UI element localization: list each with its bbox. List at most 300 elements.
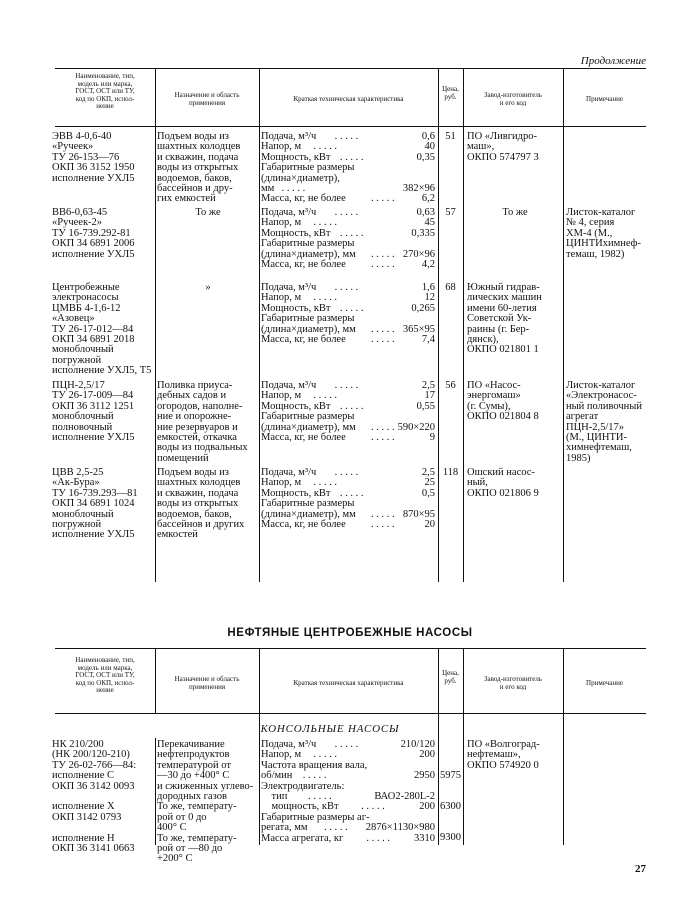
- text-line: маш»,: [467, 141, 495, 153]
- header-line: Завод-изготовитель: [483, 675, 543, 683]
- section-title: НЕФТЯНЫЕ ЦЕНТРОБЕЖНЫЕ НАСОСЫ: [227, 627, 473, 639]
- spec-value: 590×220: [395, 423, 435, 433]
- header-line: код по ОКП, испол-: [75, 678, 135, 687]
- text-line: воды из открытых: [157, 498, 239, 510]
- leader-dots: . . . . .: [308, 790, 332, 802]
- header-line: модель или марка,: [77, 79, 133, 88]
- header-line: ГОСТ, ОСТ или ТУ,: [75, 87, 135, 95]
- text-line: воды из подвальных: [157, 442, 248, 454]
- spec-label: Подача, м³/ч: [261, 282, 317, 293]
- text-line: моноблочный: [52, 411, 114, 423]
- header-line: Цена,: [442, 669, 459, 677]
- spec-label: Масса, кг, не более: [261, 431, 346, 443]
- page-number: 27: [635, 863, 646, 875]
- spec-label: Масса, кг, не более: [261, 258, 346, 270]
- text-line: ОКП 36 3152 1950: [52, 162, 135, 174]
- text-line: ЦВВ 2,5-25: [52, 467, 104, 478]
- spec-value: 210/120: [398, 740, 435, 750]
- spec-row: [261, 520, 435, 530]
- spec-label: Мощность, кВт: [261, 227, 331, 239]
- text-line: помещений: [157, 452, 209, 464]
- text-line: погружной: [52, 519, 102, 531]
- spec-label: Напор, м: [261, 390, 302, 402]
- table1-header-border: [55, 126, 646, 127]
- text-line: погружной: [52, 354, 102, 366]
- spec-value: 2,5: [419, 381, 435, 391]
- header-line: Наименование, тип,: [75, 656, 135, 664]
- spec-label: Габаритные размеры: [261, 498, 355, 510]
- text-line: Листок-каталог: [566, 207, 636, 218]
- text-line: 1985): [566, 452, 591, 464]
- spec-value: 0,35: [414, 153, 435, 163]
- header-line: нение: [96, 102, 114, 110]
- header-line: Завод-изготовитель: [483, 91, 543, 99]
- spec-value: 200: [416, 750, 435, 760]
- spec-label: Подача, м³/ч: [261, 131, 317, 142]
- row-name: [52, 468, 154, 541]
- text-line: —30 до +400° С: [157, 770, 230, 782]
- table1-top-border: [55, 68, 646, 69]
- text-line: ный поливочный: [566, 400, 642, 412]
- row-notes: [566, 208, 648, 260]
- text-line: исполнение УХЛ5: [52, 432, 135, 444]
- text-line: темаш, 1982): [566, 248, 625, 260]
- leader-dots: . . . . .: [371, 508, 395, 520]
- text-line: ТУ 16-739.293—81: [52, 487, 138, 499]
- spec-label: Напор, м: [261, 292, 302, 304]
- leader-dots: . . . . .: [339, 400, 364, 412]
- leader-dots: . . . . .: [371, 248, 395, 260]
- text-line: Ошский насос-: [467, 467, 535, 478]
- text-line: ОКПО 574920 0: [467, 759, 539, 771]
- leader-dots: . . . . .: [371, 421, 395, 433]
- leader-dots: . . . . .: [334, 207, 359, 218]
- text-line: исполнение С: [52, 770, 115, 782]
- spec-label: (длина×диаметр), мм: [261, 323, 356, 335]
- text-line: ВВ6-0,63-45: [52, 207, 108, 218]
- spec-row: [261, 834, 435, 844]
- text-line: ТУ 26-02-766—84:: [52, 759, 137, 771]
- spec-value: 12: [422, 293, 436, 303]
- text-line: ХМ-4 (М.,: [566, 227, 613, 239]
- spec-value: 9: [427, 433, 435, 443]
- text-line: Центробежные: [52, 282, 120, 293]
- text-line: ТУ 26-153—76: [52, 151, 120, 163]
- leader-dots: . . . . .: [334, 131, 359, 142]
- leader-dots: . . . . .: [313, 217, 338, 229]
- text-line: (г. Сумы),: [467, 400, 511, 412]
- spec-value: 0,6: [419, 132, 435, 142]
- spec-label: Габаритные размеры: [261, 162, 355, 174]
- spec-value: 40: [422, 142, 436, 152]
- text-line: исполнение УХЛ5: [52, 172, 135, 184]
- header-line: Назначение и область: [174, 675, 240, 683]
- text-line: воды из открытых: [157, 162, 239, 174]
- leader-dots: . . . . .: [324, 822, 348, 834]
- header2-name: [55, 657, 155, 695]
- row-name: [52, 381, 154, 443]
- row-name: [52, 132, 154, 184]
- leader-dots: . . . . .: [334, 739, 359, 750]
- row-purpose: [157, 740, 259, 865]
- header2-price: [438, 670, 463, 685]
- row-price: 51: [445, 131, 456, 142]
- row-manufacturer: [467, 283, 563, 356]
- text-line: и сжиженных углево-: [157, 780, 254, 792]
- header-line: модель или марка,: [77, 663, 133, 672]
- leader-dots: . . . . .: [281, 182, 306, 194]
- leader-dots: . . . . .: [366, 832, 391, 844]
- column-divider: [259, 738, 260, 845]
- text-line: ТУ 16-739.292-81: [52, 227, 131, 239]
- header-line: и его код: [499, 98, 527, 107]
- spec-value: 2876×1130×980: [363, 823, 435, 833]
- leader-dots: . . . . .: [334, 467, 359, 478]
- text-line: раины (г. Бер-: [467, 323, 530, 335]
- leader-dots: . . . . .: [339, 227, 364, 239]
- spec-label: (длина×диаметр), мм: [261, 508, 356, 520]
- text-line: ОКП 34 6891 2006: [52, 238, 135, 250]
- column-divider: [155, 738, 156, 845]
- continuation-label: Продолжение: [580, 55, 646, 67]
- text-line: (НК 200/120-210): [52, 749, 130, 761]
- text-line: (М., ЦИНТИ-: [566, 432, 627, 444]
- text-line: электронасосы: [52, 292, 119, 304]
- column-divider: [563, 68, 564, 582]
- text-line: химнефтемаш,: [566, 442, 632, 454]
- column-divider: [438, 68, 439, 582]
- spec-label: Частота вращения вала,: [261, 759, 368, 771]
- leader-dots: . . . . .: [371, 258, 395, 270]
- leader-dots: . . . . .: [339, 302, 364, 314]
- text-line: бассейнов и других: [157, 519, 245, 531]
- header-line: Назначение и область: [174, 91, 240, 99]
- leader-dots: . . . . .: [371, 431, 395, 443]
- row-notes: [566, 381, 648, 464]
- spec-label: Напор, м: [261, 141, 302, 153]
- spec-value: 365×95: [400, 325, 435, 335]
- leader-dots: . . . . .: [302, 770, 327, 782]
- spec-value: 4,2: [419, 260, 435, 270]
- text-line: моноблочный: [52, 508, 114, 520]
- text-line: исполнение Х: [52, 801, 115, 813]
- header-price: [438, 86, 463, 101]
- text-line: огородов, наполне-: [157, 400, 243, 412]
- text-line: ПЦН-2,5/17: [52, 380, 105, 391]
- header-line: применения: [188, 98, 226, 107]
- column-divider: [155, 68, 156, 582]
- table2-top-border: [55, 648, 646, 649]
- row-specs: [261, 381, 435, 443]
- spec-value: 382×96: [400, 184, 435, 194]
- spec-value: 45: [422, 218, 436, 228]
- spec-label: (длина×диаметр), мм: [261, 421, 356, 433]
- spec-value: 0,5: [419, 489, 435, 499]
- header-line: руб.: [444, 92, 457, 101]
- column-divider: [463, 738, 464, 845]
- spec-value: 0,55: [414, 402, 435, 412]
- spec-label: мощность, кВт: [261, 801, 339, 813]
- row-specs: [261, 132, 435, 205]
- text-line: имени 60-летия: [467, 302, 537, 314]
- text-line: емкостей: [157, 529, 198, 541]
- text-line: ПО «Насос-: [467, 380, 521, 391]
- spec-row: [261, 194, 435, 204]
- row-price: 56: [445, 380, 456, 391]
- text-line: водоемов, баков,: [157, 172, 232, 184]
- text-line: Подъем воды из: [157, 467, 229, 478]
- header-line: и его код: [499, 682, 527, 691]
- spec-label: Мощность, кВт: [261, 487, 331, 499]
- text-line: ОКПО 021806 9: [467, 487, 539, 499]
- spec-label: Подача, м³/ч: [261, 380, 317, 391]
- row-purpose: [157, 208, 259, 218]
- text-line: ЭВВ 4-0,6-40: [52, 131, 112, 142]
- text-line: рой от —80 до: [157, 843, 223, 855]
- header-line: нение: [96, 686, 114, 694]
- text-line: полновочный: [52, 421, 113, 433]
- spec-value: 0,63: [414, 208, 435, 218]
- spec-label: Мощность, кВт: [261, 302, 331, 314]
- leader-dots: . . . . .: [339, 151, 364, 163]
- spec-value: 3310: [411, 834, 435, 844]
- leader-dots: . . . . .: [334, 282, 359, 293]
- spec-label: (длина×диаметр), мм: [261, 248, 356, 260]
- spec-row: [261, 335, 435, 345]
- row-price: 5975: [440, 770, 461, 781]
- text-line: ОКП 34 6891 2018: [52, 334, 135, 346]
- row-manufacturer: [467, 132, 563, 163]
- spec-label: Напор, м: [261, 477, 302, 489]
- text-line: водоемов, баков,: [157, 508, 232, 520]
- text-line: «Ак-Бура»: [52, 477, 100, 489]
- spec-row: [261, 433, 435, 443]
- leader-dots: . . . . .: [313, 292, 338, 304]
- row-price: 9300: [440, 832, 461, 843]
- leader-dots: . . . . .: [339, 487, 364, 499]
- spec-value: 20: [422, 520, 436, 530]
- leader-dots: . . . . .: [313, 749, 338, 761]
- row-price: 6300: [440, 801, 461, 812]
- leader-dots: . . . . .: [371, 193, 395, 205]
- text-line: ТУ 26-17-009—84: [52, 390, 134, 402]
- header-line: руб.: [444, 676, 457, 685]
- text-line: ЦМВБ 4-1,6-12: [52, 302, 121, 314]
- text-line: НК 210/200: [52, 739, 104, 750]
- leader-dots: . . . . .: [313, 390, 338, 402]
- text-line: энергомаш»: [467, 390, 521, 402]
- text-line: ПО «Ливгидро-: [467, 131, 538, 142]
- text-line: дебных садов и: [157, 390, 227, 402]
- text-line: То же, температу-: [157, 832, 237, 844]
- text-line: «Азовец»: [52, 313, 95, 325]
- text-line: № 4, серия: [566, 217, 615, 229]
- spec-label: Габаритные размеры: [261, 238, 355, 250]
- text-line: Перекачивание: [157, 739, 225, 750]
- spec-value: 25: [422, 478, 436, 488]
- spec-label: Габаритные размеры: [261, 313, 355, 325]
- text-line: Листок-каталог: [566, 380, 636, 391]
- spec-label: регата, мм: [261, 822, 308, 834]
- header-manufacturer: [463, 92, 563, 107]
- text-line: гих емкостей: [157, 193, 216, 205]
- header-line: Наименование, тип,: [75, 72, 135, 80]
- spec-label: Габаритные размеры: [261, 411, 355, 423]
- spec-label: Мощность, кВт: [261, 400, 331, 412]
- text-line: ТУ 26-17-012—84: [52, 323, 134, 335]
- text-line: ОКПО 574797 3: [467, 151, 539, 163]
- text-line: шахтных колодцев: [157, 141, 241, 153]
- column-divider: [563, 738, 564, 845]
- text-line: бассейнов и дру-: [157, 183, 233, 195]
- header-line: код по ОКП, испол-: [75, 94, 135, 103]
- text-line: дородных газов: [157, 791, 227, 803]
- text-line: «Электронасос-: [566, 390, 637, 402]
- spec-label: (длина×диаметр),: [261, 172, 340, 184]
- spec-label: Мощность, кВт: [261, 151, 331, 163]
- spec-label: Электродвигатель:: [261, 780, 345, 792]
- text-line: агрегат: [566, 411, 599, 423]
- text-line: Советской Ук-: [467, 313, 532, 325]
- spec-value: 870×95: [400, 510, 435, 520]
- text-line: моноблочный: [52, 344, 114, 356]
- spec-label: мм: [261, 182, 275, 194]
- text-line: ПЦН-2,5/17»: [566, 421, 625, 433]
- header2-manufacturer: [463, 676, 563, 691]
- leader-dots: . . . . .: [371, 518, 395, 530]
- row-specs: [261, 283, 435, 345]
- text-line: То же: [195, 207, 221, 218]
- text-line: рой от 0 до: [157, 811, 207, 823]
- spec-label: Подача, м³/ч: [261, 467, 317, 478]
- text-line: ЦИНТИхимнеф-: [566, 238, 641, 250]
- text-line: ПО «Волгоград-: [467, 739, 540, 750]
- spec-value: 0,265: [408, 304, 435, 314]
- row-purpose: [157, 283, 259, 293]
- spec-label: Масса агрегата, кг: [261, 832, 344, 844]
- column-divider: [463, 68, 464, 582]
- text-line: ОКП 3142 0793: [52, 811, 122, 823]
- text-line: ОКПО 021804 8: [467, 411, 539, 423]
- leader-dots: . . . . .: [371, 333, 395, 345]
- row-specs: [261, 468, 435, 530]
- row-name: [52, 208, 154, 260]
- text-line: исполнение УХЛ5: [52, 248, 135, 260]
- text-line: исполнение Н: [52, 832, 115, 844]
- spec-label: Подача, м³/ч: [261, 739, 317, 750]
- text-line: ОКП 36 3141 0663: [52, 843, 135, 855]
- column-divider: [259, 68, 260, 582]
- spec-value: 1,6: [419, 283, 435, 293]
- header-name: [55, 73, 155, 111]
- text-line: Подъем воды из: [157, 131, 229, 142]
- text-line: ОКП 36 3142 0093: [52, 780, 135, 792]
- spec-value: 0,335: [408, 229, 435, 239]
- spec-label: Масса, кг, не более: [261, 333, 346, 345]
- spec-label: Подача, м³/ч: [261, 207, 317, 218]
- row-manufacturer: [467, 208, 563, 218]
- text-line: исполнение УХЛ5: [52, 529, 135, 541]
- text-line: нефтепродуктов: [157, 749, 230, 761]
- leader-dots: . . . . .: [361, 801, 385, 813]
- spec-value: 200: [416, 802, 435, 812]
- text-line: ние резервуаров и: [157, 421, 238, 433]
- row-purpose: [157, 132, 259, 205]
- text-line: ОКП 34 6891 1024: [52, 498, 135, 510]
- spec-value: 2950: [411, 771, 435, 781]
- spec-row: [261, 260, 435, 270]
- column-divider: [438, 738, 439, 845]
- text-line: »: [205, 282, 211, 293]
- text-line: дянск),: [467, 334, 499, 346]
- header2-purpose: [155, 676, 259, 691]
- leader-dots: . . . . .: [334, 380, 359, 391]
- header-notes: Примечание: [586, 95, 623, 103]
- header-characteristics: Краткая техническая характеристика: [293, 95, 404, 103]
- spec-label: Напор, м: [261, 217, 302, 229]
- text-line: нефтемаш»,: [467, 749, 521, 761]
- text-line: исполнение УХЛ5, Т5: [52, 365, 152, 377]
- spec-value: ВАО2-280L-2: [371, 792, 435, 802]
- text-line: 400° С: [157, 822, 187, 834]
- row-name: [52, 283, 154, 377]
- text-line: и скважин, подача: [157, 151, 239, 163]
- header2-notes: Примечание: [586, 679, 623, 687]
- text-line: «Ручеек-2»: [52, 217, 103, 229]
- subsection-title: КОНСОЛЬНЫЕ НАСОСЫ: [260, 723, 400, 735]
- text-line: Поливка приуса-: [157, 380, 233, 391]
- text-line: «Ручеек»: [52, 141, 94, 153]
- row-specs: [261, 740, 435, 844]
- text-line: ОКП 36 3112 1251: [52, 400, 135, 412]
- leader-dots: . . . . .: [313, 141, 338, 153]
- spec-value: 17: [422, 391, 436, 401]
- text-line: ние и опорожне-: [157, 411, 232, 423]
- spec-label: Напор, м: [261, 749, 302, 761]
- header-purpose: [155, 92, 259, 107]
- text-line: ОКПО 021801 1: [467, 344, 539, 356]
- row-purpose: [157, 468, 259, 541]
- text-line: То же: [502, 207, 528, 218]
- spec-value: 270×96: [400, 250, 435, 260]
- text-line: +200° С: [157, 853, 193, 865]
- text-line: То же, температу-: [157, 801, 237, 813]
- leader-dots: . . . . .: [313, 477, 338, 489]
- text-line: Южный гидрав-: [467, 282, 540, 293]
- text-line: температурой от: [157, 759, 231, 771]
- text-line: ный,: [467, 477, 488, 489]
- row-name: [52, 740, 154, 854]
- row-specs: [261, 208, 435, 270]
- row-manufacturer: [467, 381, 563, 423]
- spec-value: 7,4: [419, 335, 435, 345]
- text-line: лических машин: [467, 292, 542, 304]
- table2-header-border: [55, 713, 646, 714]
- row-manufacturer: [467, 740, 563, 771]
- spec-value: 2,5: [419, 468, 435, 478]
- header-line: Цена,: [442, 85, 459, 93]
- row-manufacturer: [467, 468, 563, 499]
- text-line: шахтных колодцев: [157, 477, 241, 489]
- spec-label: Масса, кг, не более: [261, 518, 346, 530]
- spec-value: 6,2: [419, 194, 435, 204]
- spec-label: тип: [261, 790, 288, 802]
- row-price: 57: [445, 207, 456, 218]
- header2-characteristics: Краткая техническая характеристика: [293, 679, 404, 687]
- row-price: 118: [442, 467, 459, 478]
- row-purpose: [157, 381, 259, 464]
- header-line: применения: [188, 682, 226, 691]
